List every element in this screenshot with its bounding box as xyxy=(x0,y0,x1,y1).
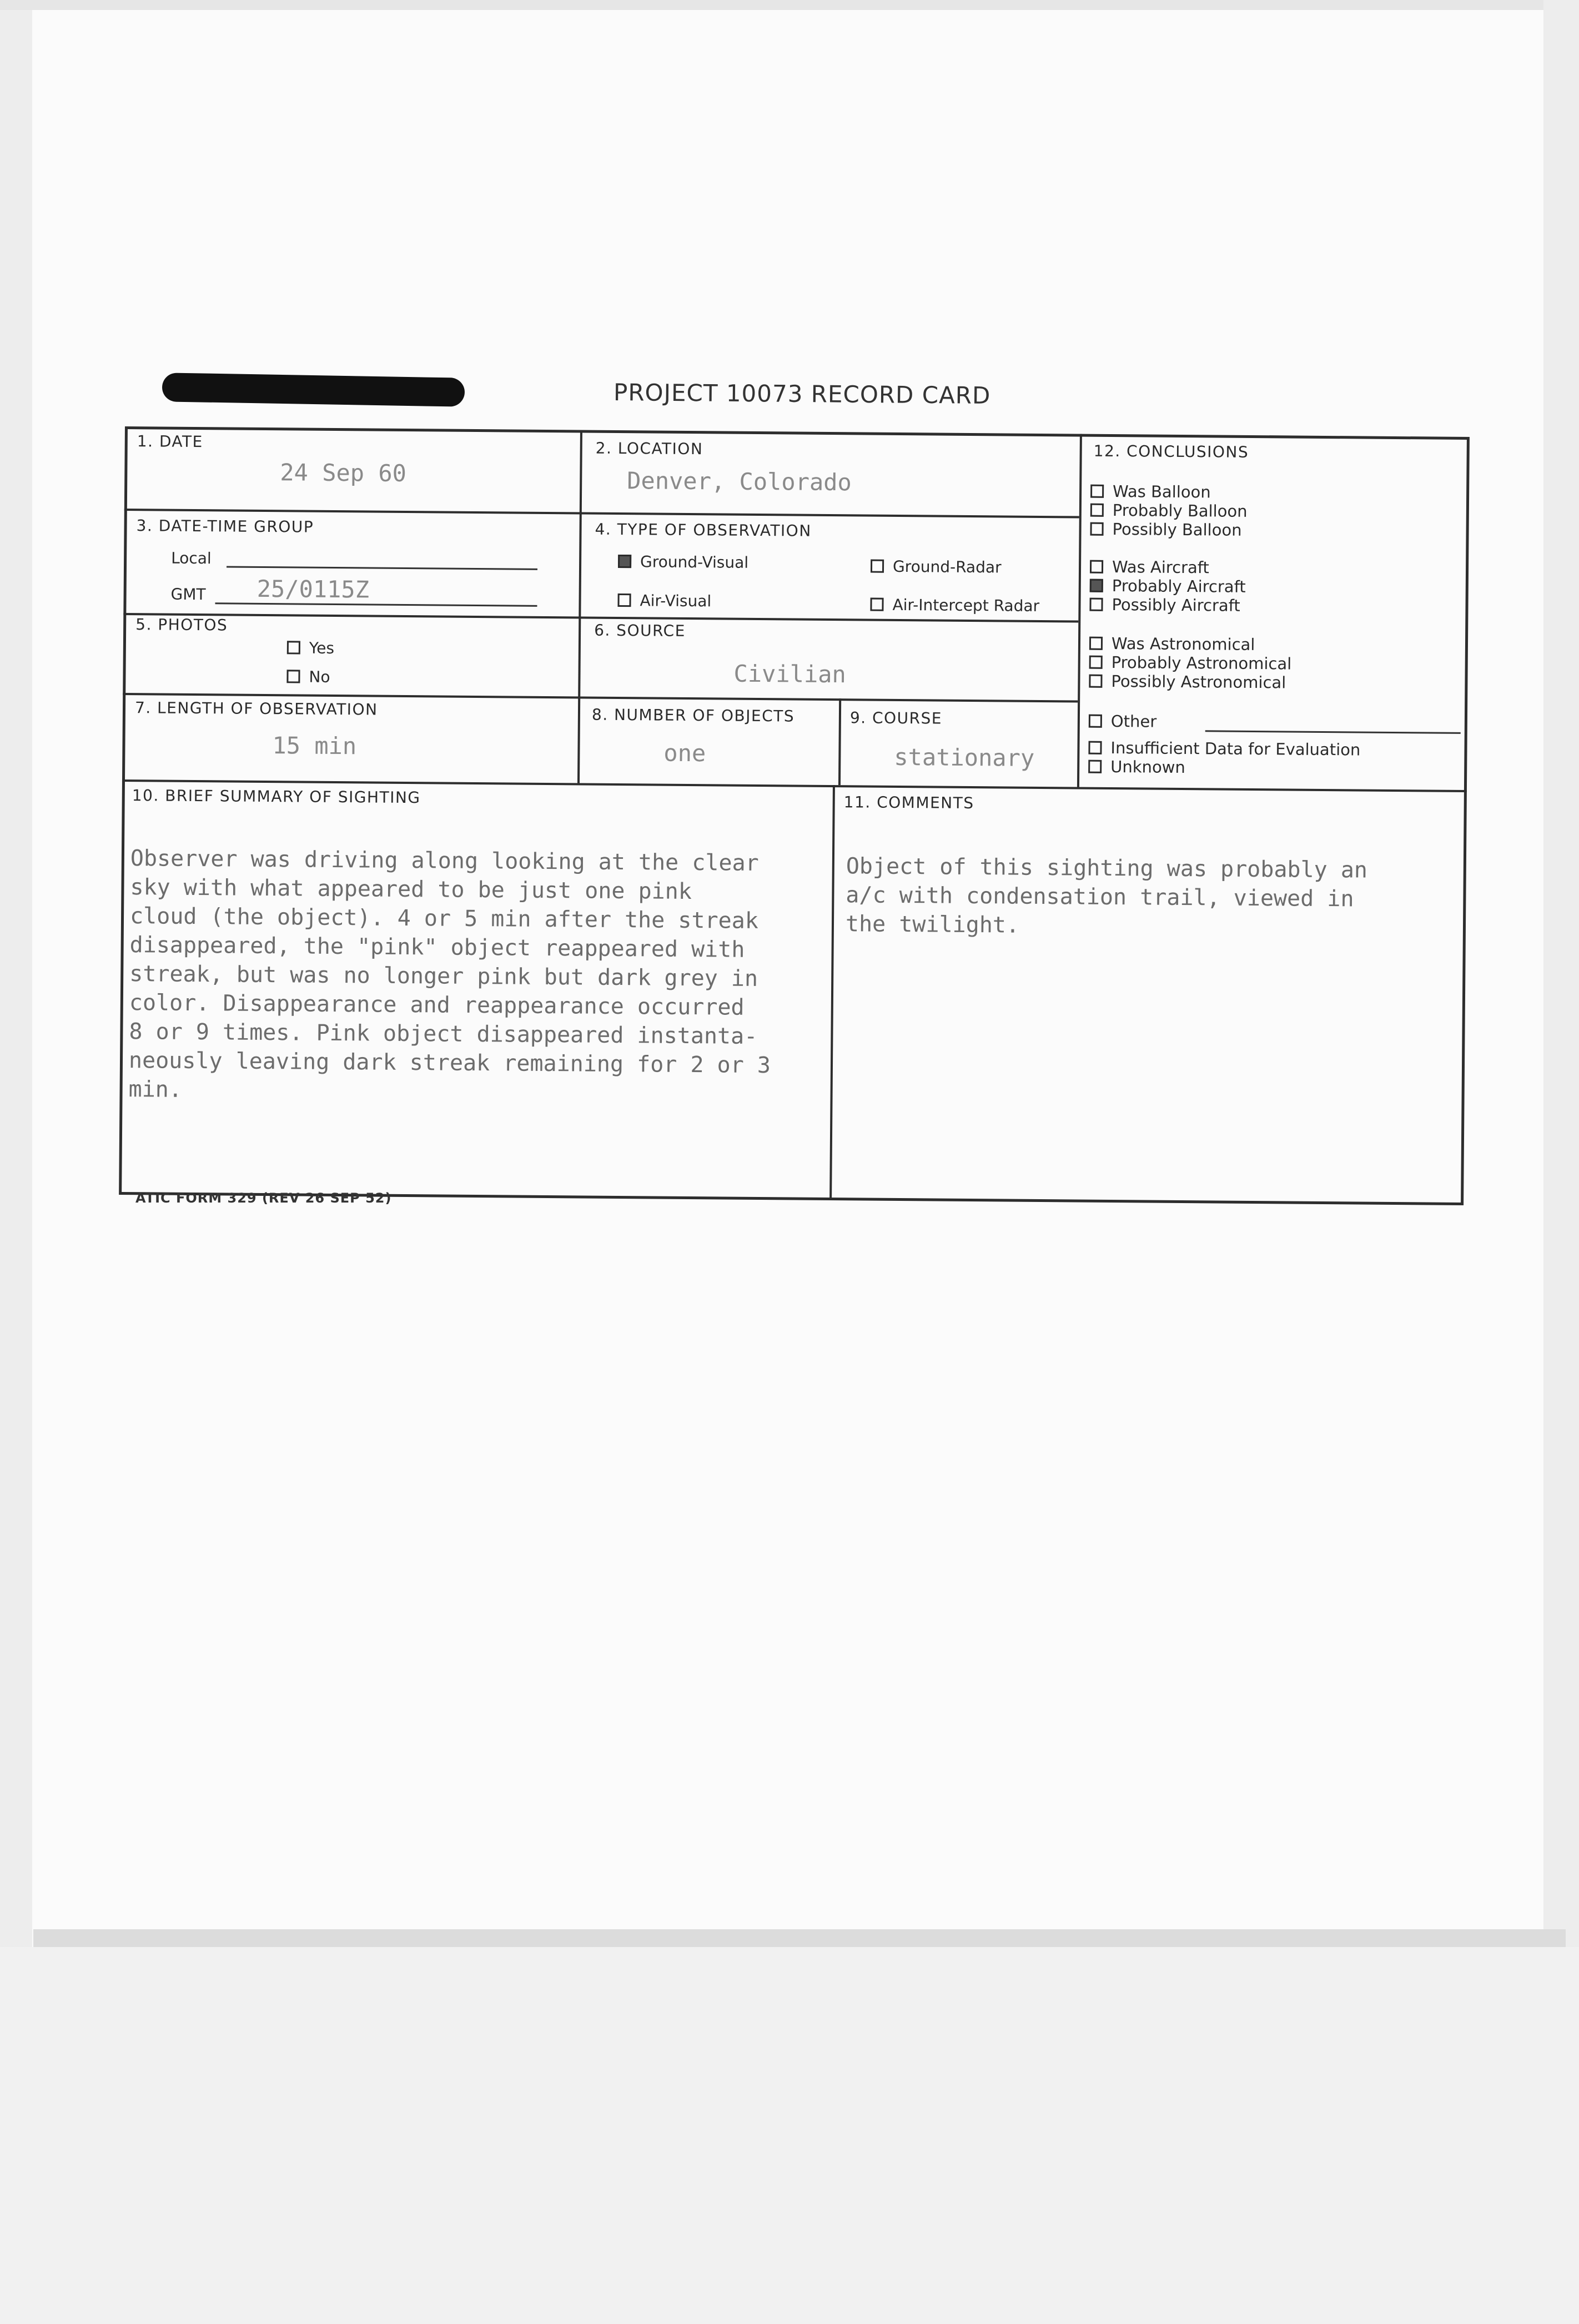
comments-text xyxy=(846,823,1368,942)
checkbox-ground-visual[interactable] xyxy=(618,555,631,568)
checkbox-ground-radar[interactable] xyxy=(871,560,884,573)
was-aircraft-label: Was Aircraft xyxy=(1112,557,1210,577)
length-value: 15 min xyxy=(272,732,357,760)
possibly-balloon-label: Possibly Balloon xyxy=(1112,519,1242,540)
gmt-value: 25/0115Z xyxy=(257,575,370,603)
comments-line: a/c with condensation trail, viewed in xyxy=(846,882,1354,912)
conclusion-unknown[interactable] xyxy=(1088,757,1185,777)
air-visual-label: Air-Visual xyxy=(640,591,712,611)
summary-line: neously leaving dark streak remaining for 2 or 3 xyxy=(128,1048,771,1079)
conclusion-possibly-balloon[interactable] xyxy=(1090,520,1241,540)
form-number: ATIC FORM 329 (REV 26 SEP 52) xyxy=(135,1190,392,1206)
date-label: 1. DATE xyxy=(137,432,203,451)
course-label: 9. COURSE xyxy=(849,708,943,728)
summary-line: min. xyxy=(128,1077,183,1103)
possibly-aircraft-label: Possibly Aircraft xyxy=(1112,595,1240,615)
local-label: Local xyxy=(171,549,212,568)
photos-label: 5. PHOTOS xyxy=(135,615,228,635)
summary-text xyxy=(128,815,772,1109)
probably-balloon-label: Probably Balloon xyxy=(1112,500,1248,521)
course-value: stationary xyxy=(894,743,1035,772)
checkbox-other[interactable] xyxy=(1089,715,1102,728)
checkbox-probably-aircraft[interactable] xyxy=(1090,579,1103,592)
photos-yes-label: Yes xyxy=(309,638,335,657)
other-label: Other xyxy=(1110,711,1157,731)
probably-aircraft-label: Probably Aircraft xyxy=(1112,576,1246,596)
comments-label: 11. COMMENTS xyxy=(843,793,974,813)
num-objects-label: 8. NUMBER OF OBJECTS xyxy=(591,705,795,726)
checkbox-was-aircraft[interactable] xyxy=(1090,560,1103,574)
checkbox-photos-yes[interactable] xyxy=(287,641,300,654)
type-ground-radar[interactable] xyxy=(871,557,1002,577)
location-value: Denver, Colorado xyxy=(627,467,852,496)
length-label: 7. LENGTH OF OBSERVATION xyxy=(134,698,378,719)
summary-line: color. Disappearance and reappearance occurred xyxy=(129,990,745,1020)
summary-line: disappeared, the "pink" object reappeared with xyxy=(129,932,745,963)
checkbox-air-visual[interactable] xyxy=(617,593,631,607)
photos-no[interactable] xyxy=(286,667,330,686)
conclusion-other[interactable] xyxy=(1089,712,1157,731)
comments-line: the twilight. xyxy=(845,911,1020,938)
checkbox-air-intercept[interactable] xyxy=(870,598,883,611)
checkbox-was-astronomical[interactable] xyxy=(1089,637,1103,650)
checkbox-insufficient-data[interactable] xyxy=(1088,741,1102,754)
conclusion-possibly-astronomical[interactable] xyxy=(1089,672,1286,692)
was-balloon-label: Was Balloon xyxy=(1113,481,1211,502)
conclusion-probably-balloon[interactable] xyxy=(1090,501,1248,521)
conclusion-probably-aircraft[interactable] xyxy=(1090,576,1246,596)
record-card xyxy=(119,426,1470,1205)
date-value: 24 Sep 60 xyxy=(280,459,407,487)
source-label: 6. SOURCE xyxy=(594,621,686,640)
photos-no-label: No xyxy=(309,667,330,686)
air-intercept-label: Air-Intercept Radar xyxy=(892,595,1040,615)
was-astronomical-label: Was Astronomical xyxy=(1111,633,1255,654)
summary-line: Observer was driving along looking at the clear xyxy=(130,846,759,876)
lower-sheet xyxy=(0,1947,1579,2324)
num-objects-value: one xyxy=(663,739,706,767)
insufficient-data-label: Insufficient Data for Evaluation xyxy=(1110,738,1361,759)
type-obs-label: 4. TYPE OF OBSERVATION xyxy=(595,520,812,540)
summary-line: cloud (the object). 4 or 5 min after the streak xyxy=(129,903,759,934)
type-air-visual[interactable] xyxy=(617,591,711,610)
checkbox-possibly-balloon[interactable] xyxy=(1090,522,1104,536)
unknown-label: Unknown xyxy=(1110,757,1185,777)
conclusion-insufficient-data[interactable] xyxy=(1088,738,1360,759)
source-value: Civilian xyxy=(733,660,847,688)
checkbox-unknown[interactable] xyxy=(1088,760,1102,773)
redaction-bar xyxy=(162,373,465,407)
card-title: PROJECT 10073 RECORD CARD xyxy=(613,379,991,409)
checkbox-was-balloon[interactable] xyxy=(1090,485,1104,498)
ground-radar-label: Ground-Radar xyxy=(892,557,1002,577)
type-ground-visual[interactable] xyxy=(618,552,748,572)
type-air-intercept[interactable] xyxy=(870,596,1039,615)
checkbox-photos-no[interactable] xyxy=(286,670,300,683)
conclusion-was-balloon[interactable] xyxy=(1090,482,1211,502)
summary-line: sky with what appeared to be just one pink xyxy=(130,874,692,905)
conclusions-label: 12. CONCLUSIONS xyxy=(1093,441,1249,461)
photos-yes[interactable] xyxy=(287,638,334,657)
probably-astronomical-label: Probably Astronomical xyxy=(1111,652,1292,673)
checkbox-probably-balloon[interactable] xyxy=(1090,504,1104,517)
summary-line: 8 or 9 times. Pink object disappeared instanta- xyxy=(129,1019,758,1049)
paper-edge-bottom xyxy=(33,1929,1566,1947)
summary-line: streak, but was no longer pink but dark grey in xyxy=(129,961,758,992)
summary-label: 10. BRIEF SUMMARY OF SIGHTING xyxy=(132,786,421,807)
checkbox-possibly-astronomical[interactable] xyxy=(1089,675,1102,688)
checkbox-probably-astronomical[interactable] xyxy=(1089,656,1103,669)
checkbox-possibly-aircraft[interactable] xyxy=(1089,598,1103,611)
ground-visual-label: Ground-Visual xyxy=(640,552,749,572)
possibly-astronomical-label: Possibly Astronomical xyxy=(1111,671,1286,692)
dtg-label: 3. DATE-TIME GROUP xyxy=(136,516,314,536)
conclusion-was-aircraft[interactable] xyxy=(1090,557,1209,577)
conclusion-was-astronomical[interactable] xyxy=(1089,634,1255,654)
gmt-label: GMT xyxy=(170,585,206,604)
conclusion-probably-astronomical[interactable] xyxy=(1089,653,1292,673)
paper-edge-top xyxy=(0,0,1579,10)
location-label: 2. LOCATION xyxy=(595,439,703,459)
conclusion-possibly-aircraft[interactable] xyxy=(1089,595,1240,615)
comments-line: Object of this sighting was probably an xyxy=(846,853,1368,883)
